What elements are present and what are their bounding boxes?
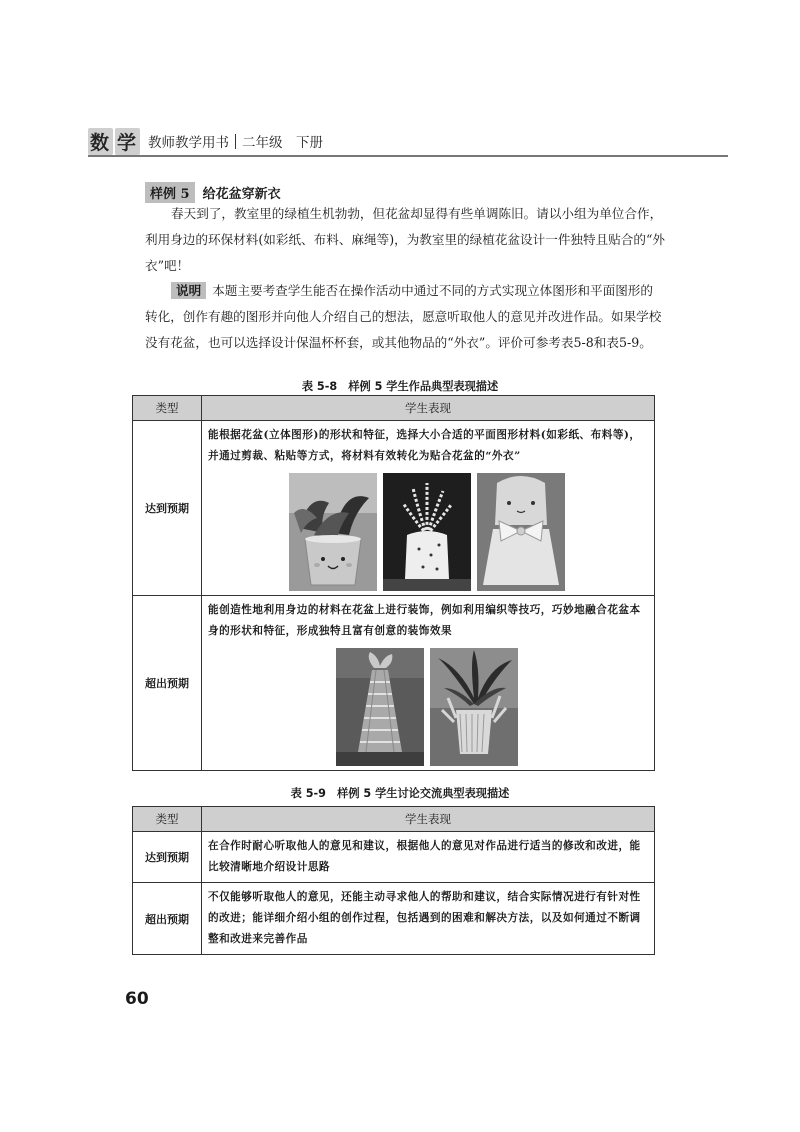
table1-header-row: [133, 396, 655, 421]
photo-rope-pot: [336, 648, 424, 766]
header-subject: [88, 128, 142, 155]
table2-header-performance: 学生表现: [202, 807, 655, 832]
table1-row1-text: 能根据花盆(立体图形)的形状和特征，选择大小合适的平面图形材料(如彩纸、布料等)，并通过剪裁、粘贴等方式，将材料有效转化为贴合花盆的“外衣”: [208, 429, 641, 462]
table1-header-type: 类型: [133, 396, 202, 421]
photo-pipe-cleaner-pot: [383, 473, 471, 591]
table2-caption: 表 5-9 样例 5 学生讨论交流典型表现描述: [290, 787, 510, 800]
running-header: [88, 129, 323, 153]
photo-stick-pot: [430, 648, 518, 766]
table2-header-type: 类型: [133, 807, 202, 832]
header-grade: 二年级 下册: [242, 135, 324, 151]
table1-row1-type: 达到预期: [133, 421, 202, 596]
table1-caption: 表 5-8 样例 5 学生作品典型表现描述: [301, 380, 499, 393]
table1-row2-type: 超出预期: [133, 596, 202, 771]
header-book-title: 教师教学用书: [148, 135, 230, 151]
example-title: 给花盆穿新衣: [202, 187, 281, 202]
table-row: [133, 883, 655, 955]
table1-row2-photos: [208, 648, 646, 766]
header-rule: [88, 155, 728, 157]
photo-bow-pot: [477, 473, 565, 591]
table1: [132, 395, 655, 771]
header-subject-char-2: 学: [115, 128, 140, 155]
table1-row2-cell: [202, 596, 655, 771]
note-body: 本题主要考查学生能否在操作活动中通过不同的方式实现立体图形和平面图形的转化，创作有趣的图形并向他人介绍自己的想法，愿意听取他人的意见并改进作品。如果学校没有花盆，也可以选择设计保温杯杯套，或其他物品的“外衣”。评价可参考表5-8和表5-9。: [145, 283, 662, 350]
table2-header-row: [133, 807, 655, 832]
example-note-text: [145, 278, 665, 356]
table2-row2-text: 不仅能够听取他人的意见，还能主动寻求他人的帮助和建议，结合实际情况进行有针对性的改进；能详细介绍小组的创作过程，包括遇到的困难和解决方法，以及如何通过不断调整和改进来完善作品: [202, 883, 655, 955]
example-tag: 样例 5: [145, 182, 195, 203]
page-number: 60: [125, 989, 149, 1009]
table2-row1-type: 达到预期: [133, 832, 202, 883]
example-heading: [145, 182, 281, 203]
table2-row1-text: 在合作时耐心听取他人的意见和建议，根据他人的意见对作品进行适当的修改和改进，能比较清晰地介绍设计思路: [202, 832, 655, 883]
header-subject-char-1: 数: [88, 128, 113, 155]
note-tag: 说明: [171, 282, 206, 299]
table-row: [133, 421, 655, 596]
header-divider: [235, 134, 236, 149]
example-body-text: 春天到了，教室里的绿植生机勃勃，但花盆却显得有些单调陈旧。请以小组为单位合作，利用身边的环保材料(如彩纸、布料、麻绳等)，为教室里的绿植花盆设计一件独特且贴合的“外衣”吧！: [145, 206, 666, 273]
example-note: [145, 278, 665, 356]
example-body: [145, 201, 665, 279]
table1-header-performance: 学生表现: [202, 396, 655, 421]
table-row: [133, 832, 655, 883]
table2: [132, 806, 655, 955]
table2-row2-type: 超出预期: [133, 883, 202, 955]
table-row: [133, 596, 655, 771]
table1-row1-cell: [202, 421, 655, 596]
photo-face-pot: [289, 473, 377, 591]
table1-row2-text: 能创造性地利用身边的材料在花盆上进行装饰，例如利用编织等技巧，巧妙地融合花盆本身的形状和特征，形成独特且富有创意的装饰效果: [208, 604, 641, 637]
table1-row1-photos: [208, 473, 646, 591]
